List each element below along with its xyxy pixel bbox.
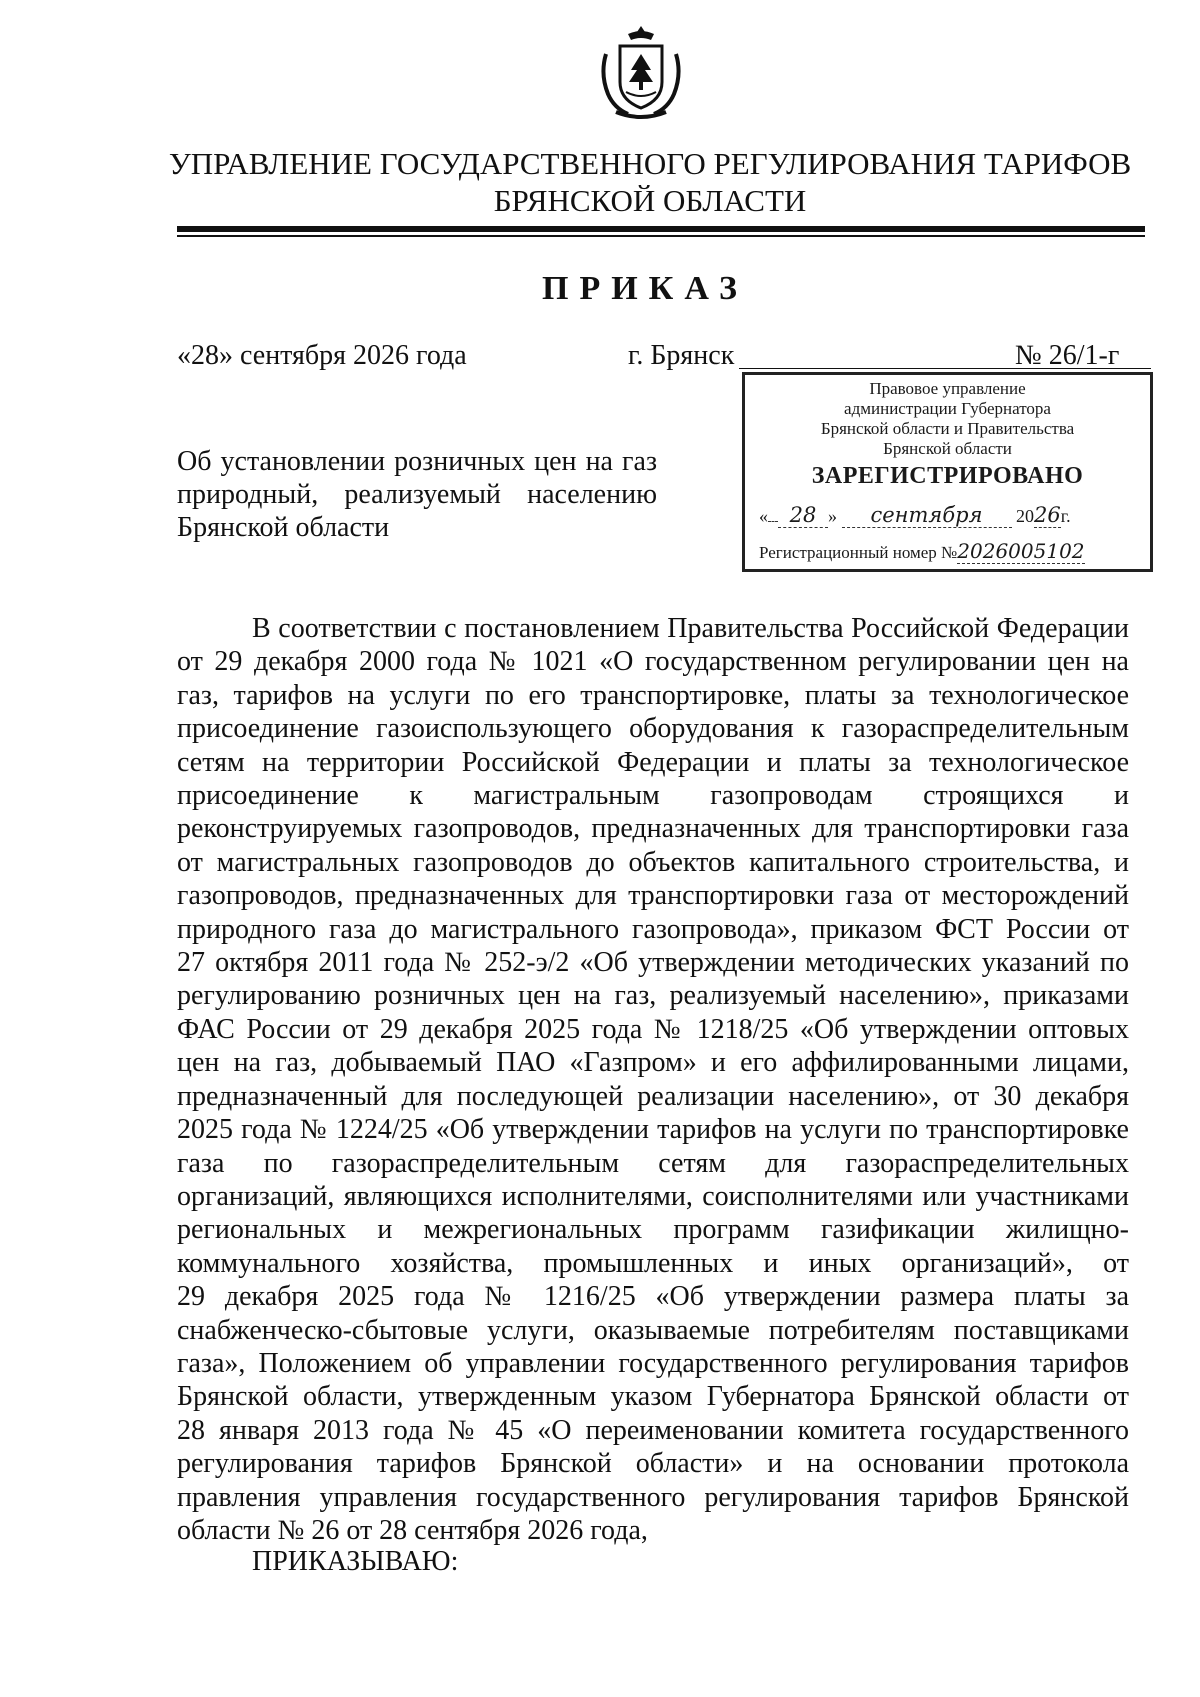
- body-line: газопроводов, предназначенных для транспортировки газа от месторождений: [177, 880, 1129, 912]
- body-line: 27 октября 2011 года № 252-э/2 «Об утверждении методических указаний по: [177, 947, 1129, 979]
- document-body: [177, 612, 1129, 1547]
- body-line: Брянской области, утвержденным указом Губернатора Брянской области от: [177, 1381, 1129, 1413]
- body-line: коммунального хозяйства, промышленных и иных организаций», от: [177, 1247, 1129, 1279]
- body-line: газ, тарифов на услуги по его транспортировке, платы за технологическое: [177, 679, 1129, 711]
- stamp-date-day: 28: [778, 503, 828, 528]
- body-line: регулирования тарифов Брянской области» и на основании протокола: [177, 1448, 1129, 1480]
- body-line: предназначенный для последующей реализации населению», от 30 декабря: [177, 1080, 1129, 1112]
- body-line: цен на газ, добываемый ПАО «Газпром» и его аффилированными лицами,: [177, 1047, 1129, 1079]
- body-line: области № 26 от 28 сентября 2026 года,: [177, 1514, 648, 1546]
- stamp-date-year: 26: [1034, 503, 1061, 527]
- body-line: присоединение газоиспользующего оборудования к газораспределительным: [177, 713, 1129, 745]
- document-date: «28» сентября 2026 года: [177, 340, 467, 371]
- subject-line: Об установлении розничных цен на газ: [177, 446, 657, 477]
- header-divider: [177, 226, 1145, 232]
- stamp-date-suffix: г.: [1060, 506, 1071, 526]
- stamp-registered: ЗАРЕГИСТРИРОВАНО: [811, 463, 1084, 489]
- document-city: г. Брянск: [628, 340, 735, 371]
- body-line: регулированию розничных цен на газ, реализуемый населению», приказами: [177, 980, 1129, 1012]
- order-word: ПРИКАЗЫВАЮ:: [252, 1546, 459, 1577]
- subject-line: природный, реализуемый населению: [177, 479, 657, 510]
- body-line: природного газа до магистрального газопровода», приказом ФСТ России от: [177, 913, 1129, 945]
- body-line: от 29 декабря 2000 года № 1021 «О государственном регулировании цен на: [177, 646, 1129, 678]
- stamp-date: [759, 503, 1071, 528]
- body-line: сетям на территории Российской Федерации и платы за технологическое: [177, 746, 1129, 778]
- organization-region: БРЯНСКОЙ ОБЛАСТИ: [493, 183, 807, 218]
- stamp-date-month: сентября: [842, 503, 1012, 528]
- body-line: 29 декабря 2025 года № 1216/25 «Об утверждении размера платы за: [177, 1281, 1129, 1313]
- stamp-line: Брянской области и Правительства: [820, 419, 1075, 438]
- stamp-line: администрации Губернатора: [844, 399, 1051, 418]
- body-line: 2025 года № 1224/25 «Об утверждении тарифов на услуги по транспортировке: [177, 1114, 1129, 1146]
- body-line: присоединение к магистральным газопроводам строящихся и: [177, 780, 1129, 812]
- document-subject: [177, 445, 657, 544]
- stamp-reg-label: Регистрационный номер №: [759, 543, 958, 562]
- stamp-line: Брянской области: [883, 439, 1012, 458]
- body-line: реконструируемых газопроводов, предназначенных для транспортировки газа: [177, 813, 1129, 845]
- body-line: региональных и межрегиональных программ газификации жилищно-: [177, 1214, 1129, 1246]
- body-line: организаций, являющихся исполнителями, соисполнителями или участниками: [177, 1180, 1129, 1212]
- body-line: от магистральных газопроводов до объектов капитального строительства, и: [177, 846, 1129, 878]
- document-title: ПРИКАЗ: [542, 270, 748, 307]
- stamp-reg-number: [759, 539, 1085, 563]
- registration-stamp: [742, 372, 1153, 572]
- body-line: ФАС России от 29 декабря 2025 года № 1218/25 «Об утверждении оптовых: [177, 1013, 1129, 1045]
- body-line: 28 января 2013 года № 45 «О переименовании комитета государственного: [177, 1414, 1129, 1446]
- organization-name: УПРАВЛЕНИЕ ГОСУДАРСТВЕННОГО РЕГУЛИРОВАНИЯ ТАРИФОВ: [168, 146, 1132, 181]
- body-line: газа», Положением об управлении государственного регулирования тарифов: [177, 1347, 1129, 1379]
- subject-line: Брянской области: [177, 512, 390, 543]
- body-line: правления управления государственного регулирования тарифов Брянской: [177, 1481, 1129, 1513]
- stamp-date-year-prefix: 20: [1016, 506, 1034, 526]
- document-number: № 26/1-г: [1015, 340, 1120, 371]
- stamp-line: Правовое управление: [869, 379, 1026, 398]
- stamp-date-mid: »: [828, 506, 837, 526]
- body-line: газа по газораспределительным сетям для газораспределительных: [177, 1147, 1129, 1179]
- stamp-date-open: «: [759, 506, 768, 526]
- stamp-reg-value: 2026005102: [957, 539, 1085, 563]
- coat-of-arms-icon: [598, 24, 684, 124]
- body-line: В соответствии с постановлением Правительства Российской Федерации: [252, 613, 1129, 644]
- header-divider-thin: [177, 235, 1145, 237]
- body-line: снабженческо-сбытовые услуги, оказываемые потребителям поставщиками: [177, 1314, 1129, 1346]
